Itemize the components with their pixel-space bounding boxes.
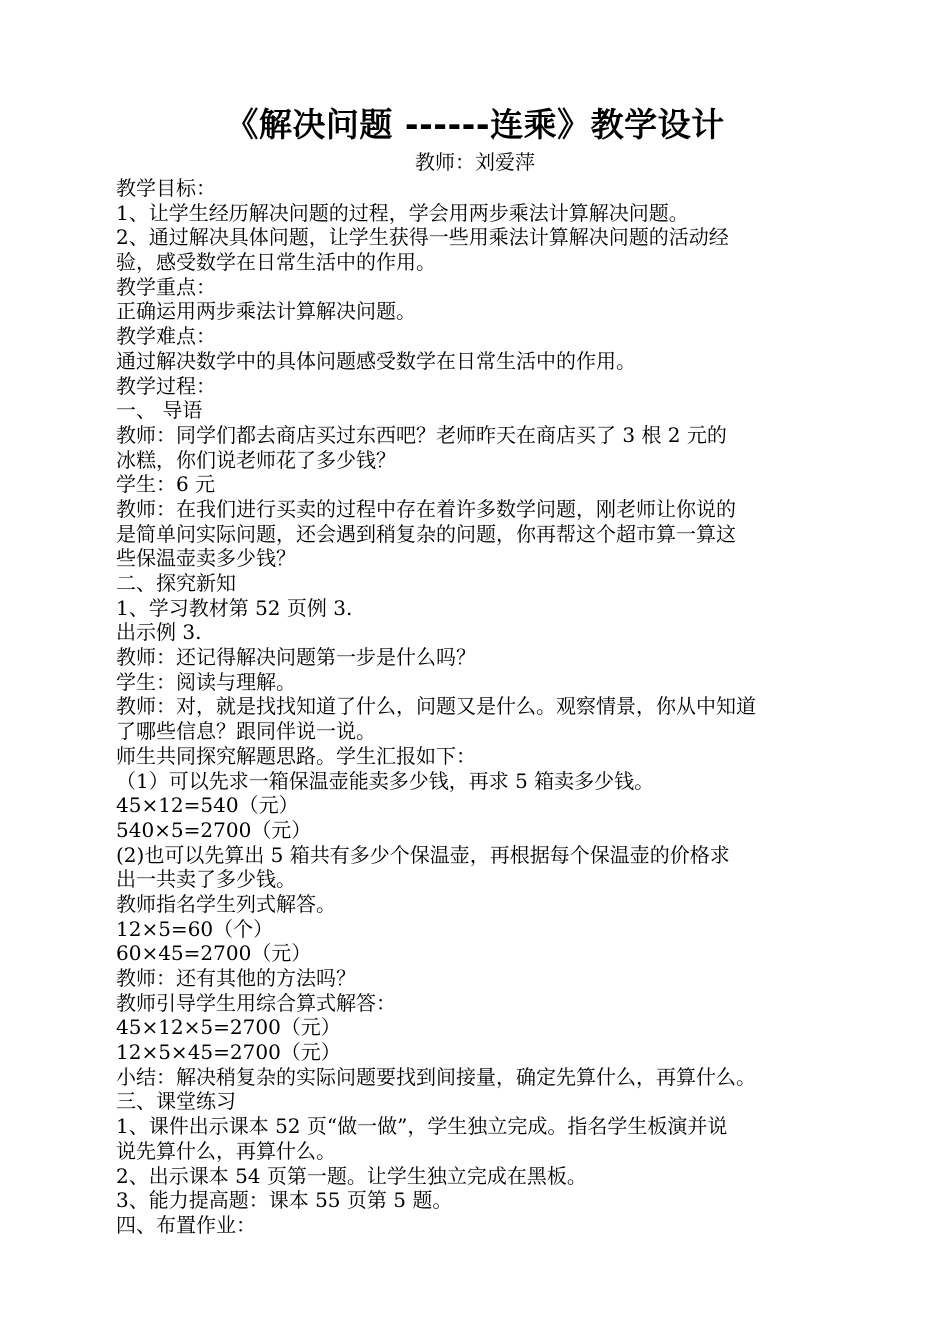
text-line: 教师指名学生列式解答。 <box>116 891 336 916</box>
text-line: 45×12=540（元） <box>116 793 299 818</box>
text-line: 教师：还记得解决问题第一步是什么吗？ <box>116 645 476 670</box>
text-line: 540×5=2700（元） <box>116 817 312 842</box>
text-line: 教学过程： <box>116 373 216 398</box>
text-line: 教师：对，就是找找知道了什么，问题又是什么。观察情景，你从中知道 <box>116 694 756 719</box>
text-line: 1、让学生经历解决问题的过程，学会用两步乘法计算解决问题。 <box>116 200 689 225</box>
text-line: 教学目标： <box>116 176 216 200</box>
teacher-name: 教师：刘爱萍 <box>415 150 535 174</box>
text-line: 出一共卖了多少钱。 <box>116 867 296 892</box>
text-line: （1）可以先求一箱保温壶能卖多少钱，再求 5 箱卖多少钱。 <box>116 768 655 793</box>
text-line: 说先算什么，再算什么。 <box>116 1138 336 1163</box>
text-line: 师生共同探究解题思路。学生汇报如下： <box>116 743 476 768</box>
document-body <box>116 176 841 1238</box>
text-line: 出示例 3. <box>116 620 202 645</box>
text-line: 了哪些信息？跟同伴说一说。 <box>116 719 376 744</box>
text-line: (2)也可以先算出 5 箱共有多少个保温壶，再根据每个保温壶的价格求 <box>116 842 730 867</box>
text-line: 12×5×45=2700（元） <box>116 1040 341 1065</box>
text-line: 小结：解决稍复杂的实际问题要找到间接量，确定先算什么，再算什么。 <box>116 1064 756 1089</box>
text-line: 教师引导学生用综合算式解答： <box>116 990 396 1015</box>
text-line: 教学难点： <box>116 324 216 349</box>
text-line: 1、课件出示课本 52 页“做一做”，学生独立完成。指名学生板演并说 <box>116 1114 728 1139</box>
text-line: 通过解决数学中的具体问题感受数学在日常生活中的作用。 <box>116 348 636 373</box>
text-line: 冰糕，你们说老师花了多少钱？ <box>116 447 396 472</box>
text-line: 12×5=60（个） <box>116 916 274 941</box>
text-line: 三、课堂练习 <box>116 1089 236 1114</box>
text-line: 2、通过解决具体问题，让学生获得一些用乘法计算解决问题的活动经 <box>116 225 729 250</box>
text-line: 60×45=2700（元） <box>116 941 312 966</box>
text-line: 45×12×5=2700（元） <box>116 1015 341 1040</box>
text-line: 验，感受数学在日常生活中的作用。 <box>116 250 436 275</box>
text-line: 是简单问实际问题，还会遇到稍复杂的问题，你再帮这个超市算一算这 <box>116 521 736 546</box>
text-line: 些保温壶卖多少钱？ <box>116 546 296 571</box>
text-line: 教学重点： <box>116 274 216 299</box>
text-line: 1、学习教材第 52 页例 3. <box>116 595 353 620</box>
text-line: 学生：6 元 <box>116 472 216 497</box>
text-line: 一、 导语 <box>116 398 203 423</box>
text-line: 教师：在我们进行买卖的过程中存在着许多数学问题，刚老师让你说的 <box>116 496 736 521</box>
document-title: 《解决问题 ------连乘》教学设计 <box>225 105 725 144</box>
text-line: 正确运用两步乘法计算解决问题。 <box>116 299 416 324</box>
text-line: 二、探究新知 <box>116 571 236 595</box>
text-line: 学生：阅读与理解。 <box>116 669 296 694</box>
text-line: 教师：还有其他的方法吗？ <box>116 966 356 990</box>
text-line: 3、能力提高题：课本 55 页第 5 题。 <box>116 1188 453 1213</box>
text-line: 教师：同学们都去商店买过东西吧？老师昨天在商店买了 3 根 2 元的 <box>116 422 727 447</box>
text-line: 四、布置作业： <box>116 1212 256 1237</box>
text-line: 2、出示课本 54 页第一题。让学生独立完成在黑板。 <box>116 1163 587 1188</box>
